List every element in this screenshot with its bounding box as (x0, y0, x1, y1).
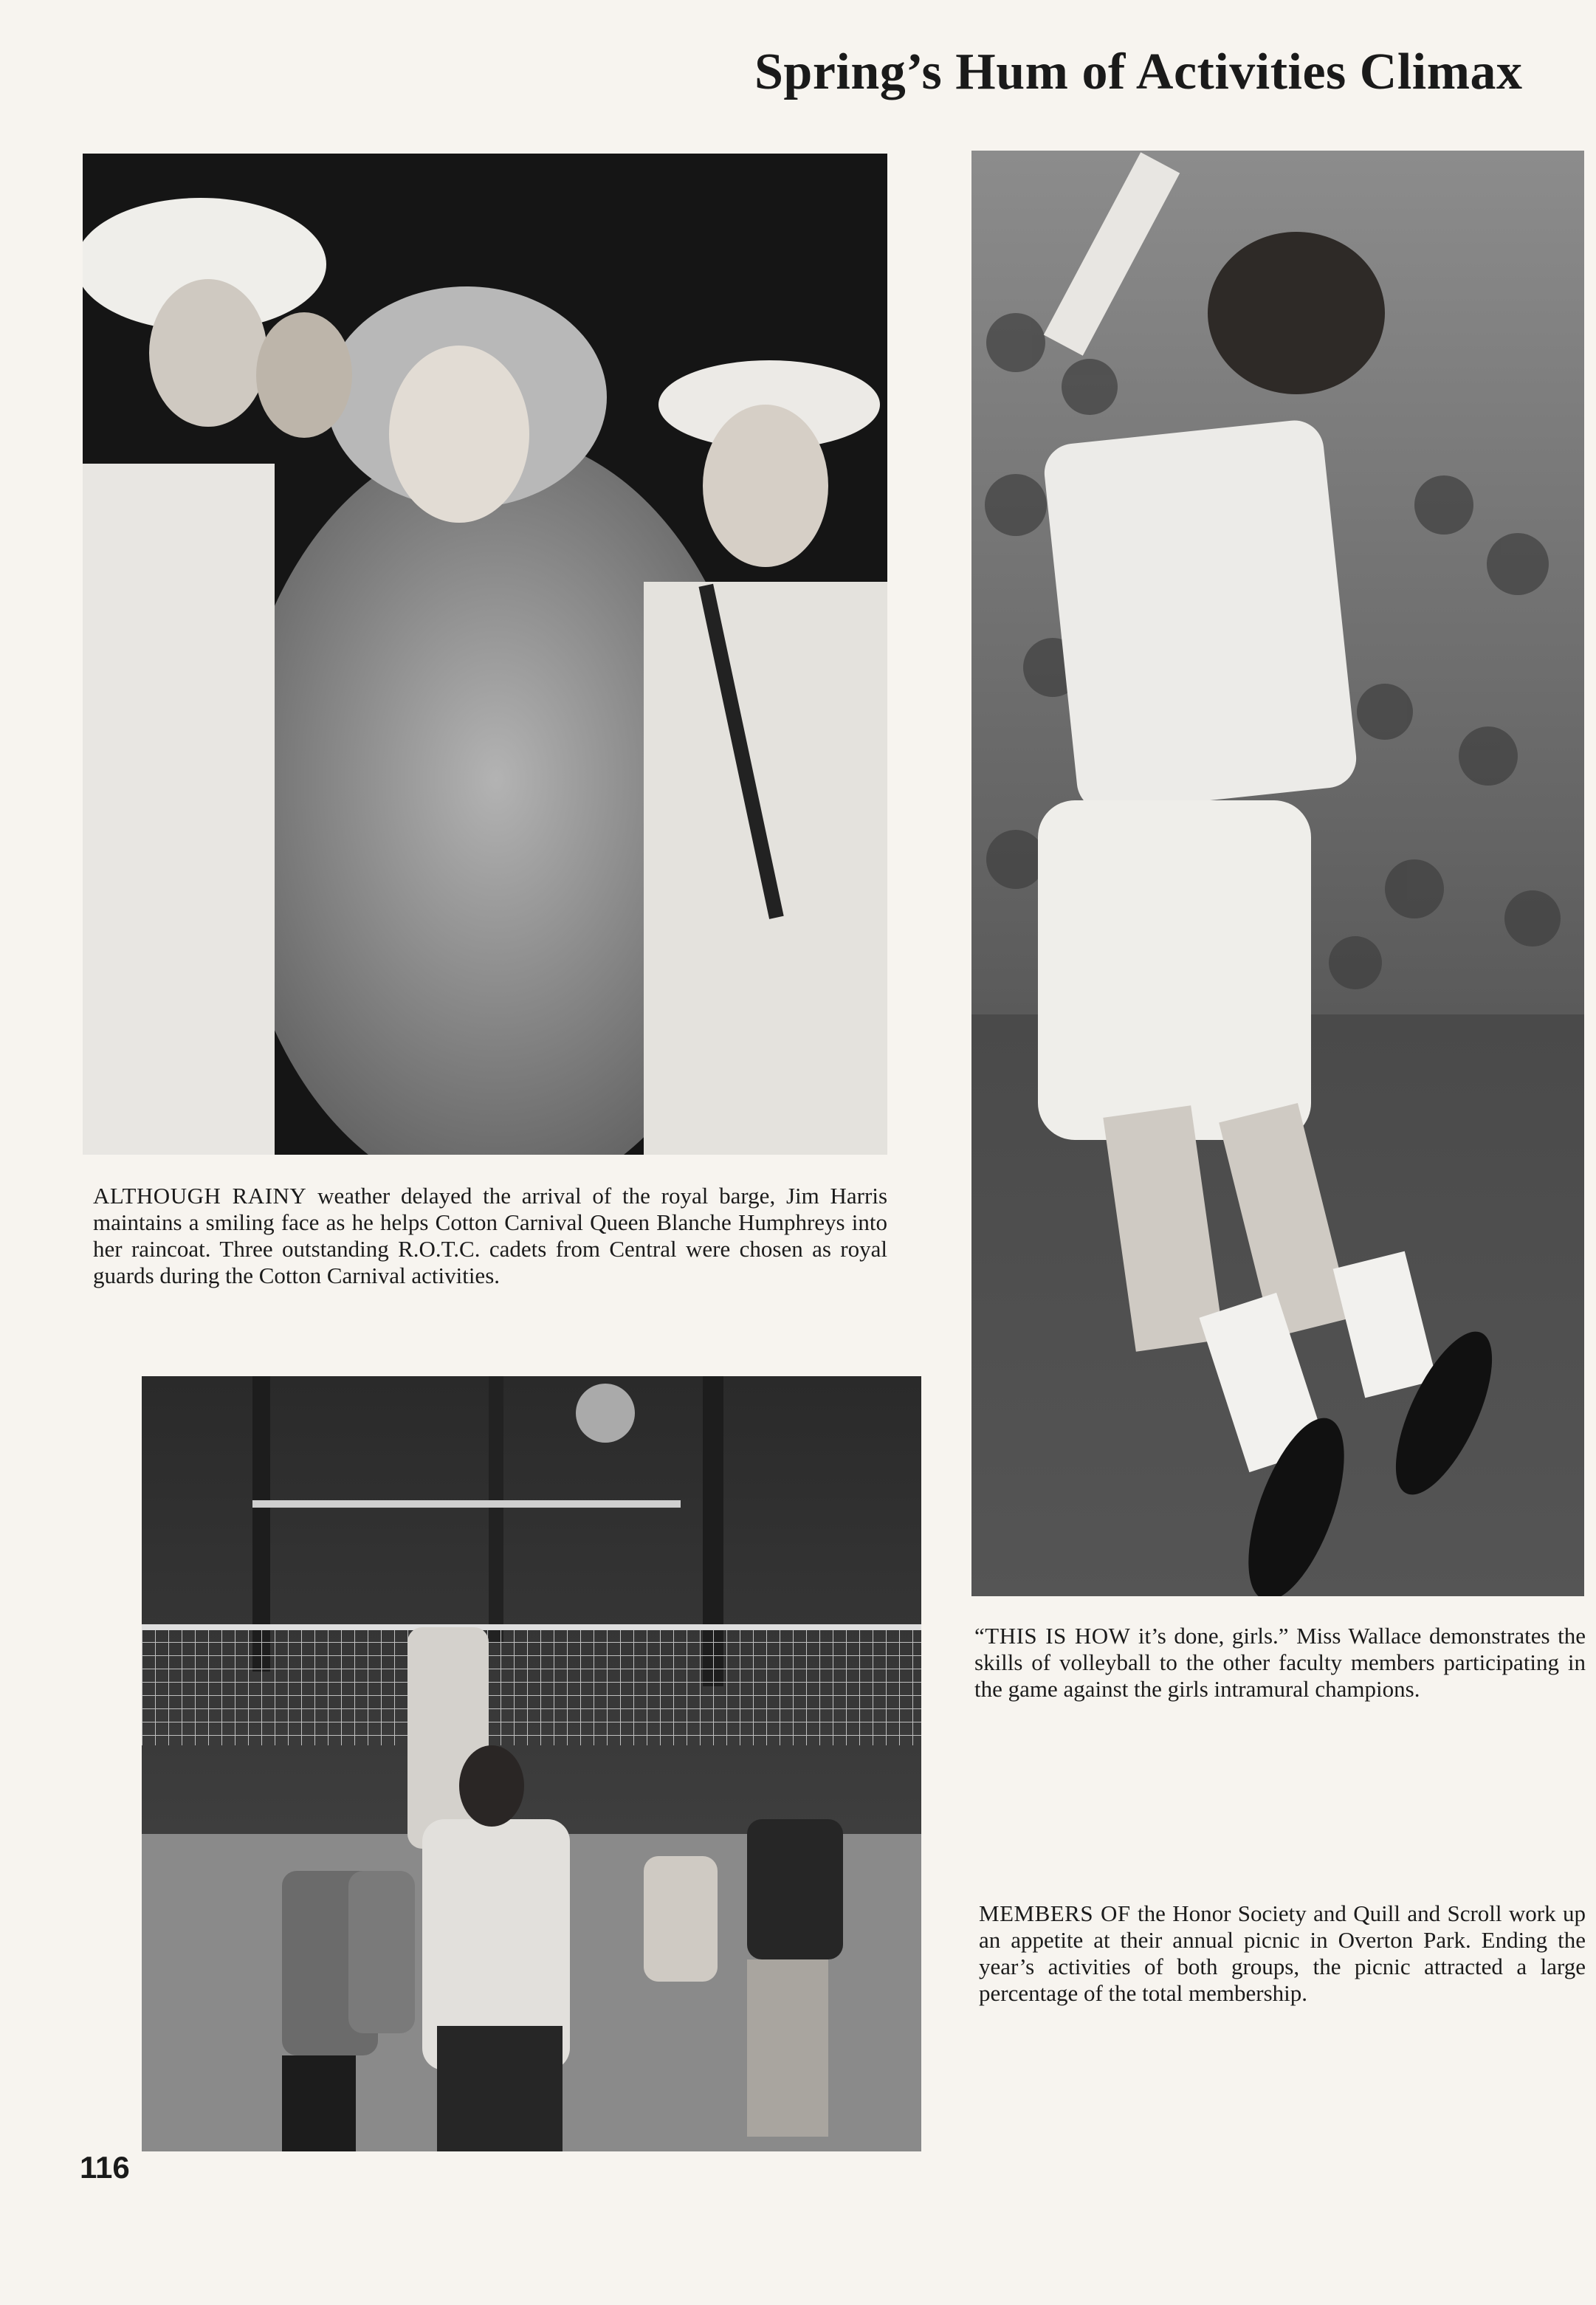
caption-text: weather delayed the arrival of the royal barge, Jim Harris maintains a smiling face as he helps Cotton Carnival Queen Blanche Humphreys into her raincoat. Three outstanding R.O.T.C. cadets from Central were chosen as royal guards during the Cotton Carnival activities. (93, 1183, 888, 1288)
caption-lead: “THIS IS HOW (974, 1623, 1131, 1649)
caption-lead: ALTHOUGH RAINY (93, 1183, 307, 1209)
caption-lead: MEMBERS OF (979, 1900, 1131, 1926)
carnival-caption (93, 1183, 887, 1289)
picnic-volleyball-photo (142, 1376, 921, 2151)
volleyball-caption (974, 1623, 1586, 1703)
page-number: 116 (80, 2150, 130, 2185)
caption-text: it’s done, girls.” Miss Wallace demonstrates the skills of volleyball to the other faculty members participating in the game against the girls intramural champions. (974, 1623, 1586, 1702)
picnic-caption (979, 1900, 1586, 2007)
teacher-volleyball-photo (971, 151, 1584, 1596)
carnival-photo (83, 154, 887, 1155)
caption-text: the Honor Society and Quill and Scroll work up an appetite at their annual picnic in Overton Park. Ending the year’s activities of both groups, the picnic attracted a large percentage of the total membership. (979, 1900, 1586, 2006)
page-title: Spring’s Hum of Activities Climax (754, 44, 1523, 100)
